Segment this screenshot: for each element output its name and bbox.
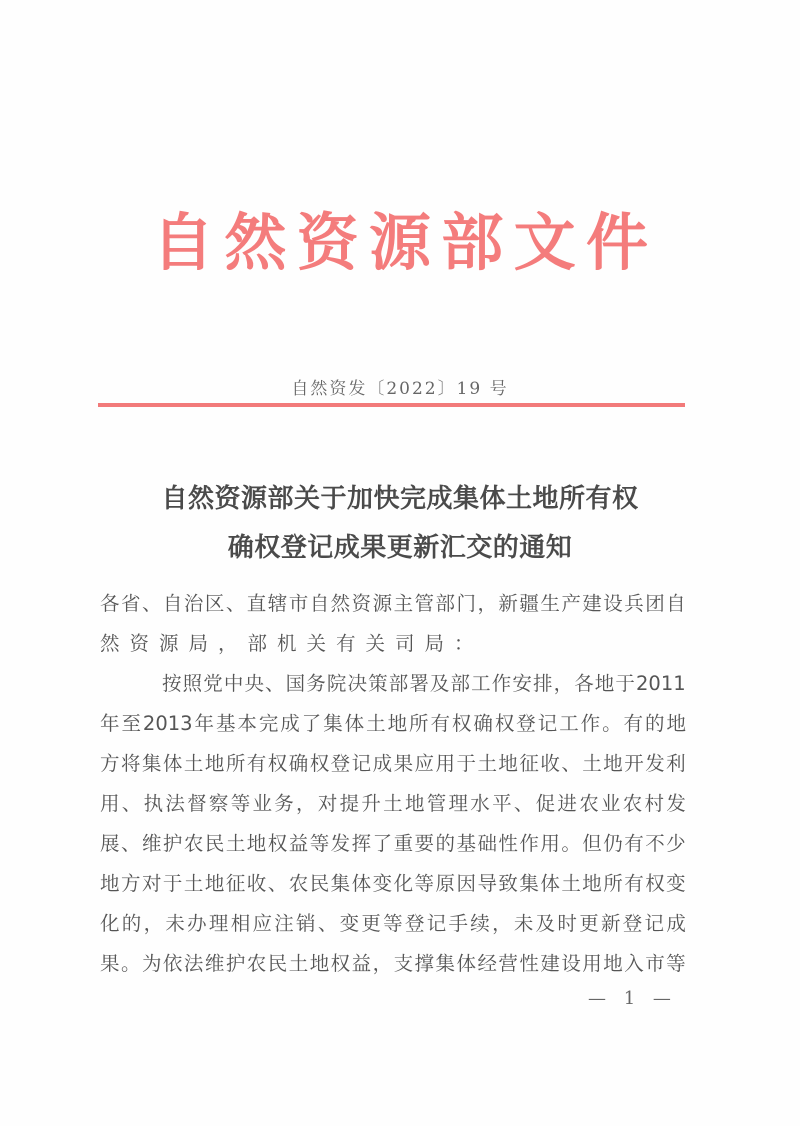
body-glyph: 团 xyxy=(645,592,665,615)
body-glyph: 管 xyxy=(414,592,435,615)
body-glyph: 提 xyxy=(339,792,360,815)
body-glyph: 决 xyxy=(347,672,367,695)
body-glyph: 农 xyxy=(288,872,309,895)
body-glyph: 权 xyxy=(494,712,515,735)
body-glyph: 护 xyxy=(225,952,246,975)
body-glyph: 确 xyxy=(288,752,309,775)
body-line xyxy=(100,590,686,630)
body-glyph: 少 xyxy=(666,832,686,855)
body-glyph: 有 xyxy=(624,832,644,855)
body-glyph: 设 xyxy=(561,952,581,975)
body-line xyxy=(100,670,686,710)
body-glyph: 应 xyxy=(252,912,272,935)
body-glyph: 门 xyxy=(456,592,476,615)
body-glyph: 益 xyxy=(288,832,309,855)
body-glyph: 所 xyxy=(409,712,429,735)
body-glyph: 确 xyxy=(473,712,493,735)
body-glyph: 续 xyxy=(470,912,490,935)
body-glyph: 仍 xyxy=(603,832,623,855)
body-line: 然资源局，部机关有关司局： xyxy=(100,632,484,655)
document-title-line-1: 自然资源部关于加快完成集体土地所有权 xyxy=(161,484,639,514)
body-glyph: 果 xyxy=(393,752,414,775)
body-line xyxy=(100,830,686,870)
body-glyph: 地 xyxy=(603,752,623,775)
body-glyph: 更 xyxy=(579,912,599,935)
body-glyph: 村 xyxy=(644,792,665,815)
body-glyph: 更 xyxy=(361,912,381,935)
body-glyph: 体 xyxy=(344,712,365,735)
body-glyph: 登 xyxy=(516,712,536,735)
body-glyph: 营 xyxy=(498,952,518,975)
body-glyph: 。 xyxy=(602,712,622,735)
body-glyph: 集 xyxy=(323,712,343,735)
body-glyph: 法 xyxy=(183,952,204,975)
body-glyph: 辖 xyxy=(267,592,288,615)
body-glyph: 主 xyxy=(393,592,414,615)
body-glyph: 重 xyxy=(393,832,414,855)
body-line xyxy=(100,910,686,950)
body-glyph: 工 xyxy=(471,672,491,695)
body-glyph: 及 xyxy=(429,672,450,695)
body-glyph: 致 xyxy=(498,872,518,895)
body-glyph: 权 xyxy=(267,832,288,855)
body-glyph: 挥 xyxy=(351,832,372,855)
body-glyph: 地 xyxy=(666,712,686,735)
body-line xyxy=(100,950,686,990)
body-glyph: 了 xyxy=(301,712,322,735)
body-glyph: 权 xyxy=(451,712,472,735)
document-number: 自然资发〔2022〕19 号 xyxy=(291,379,509,399)
body-glyph: 征 xyxy=(519,752,539,775)
body-glyph: 等 xyxy=(666,952,686,975)
body-line xyxy=(100,710,686,750)
body-glyph: 土 xyxy=(582,752,602,775)
body-glyph: 有 xyxy=(623,712,644,735)
body-glyph: 地 xyxy=(404,792,425,815)
body-glyph: 为 xyxy=(141,952,162,975)
body-glyph: 党 xyxy=(203,672,223,695)
body-glyph: 央 xyxy=(244,672,264,695)
body-glyph: 水 xyxy=(470,792,490,815)
body-glyph: 平 xyxy=(492,792,512,815)
body-glyph: 集 xyxy=(435,952,456,975)
body-glyph: 生 xyxy=(540,592,560,615)
body-glyph: 注 xyxy=(274,912,294,935)
body-glyph: 开 xyxy=(624,752,644,775)
body-glyph: 院 xyxy=(326,672,347,695)
body-glyph: 土 xyxy=(366,712,386,735)
body-glyph: 2013 xyxy=(142,712,193,735)
body-glyph: 于 xyxy=(615,672,635,695)
body-glyph: 地 xyxy=(603,952,623,975)
body-glyph: 有 xyxy=(624,872,644,895)
body-glyph: 将 xyxy=(120,752,141,775)
body-glyph: 集 xyxy=(330,872,351,895)
masthead-char: 自 xyxy=(151,205,214,279)
body-glyph: 自 xyxy=(309,592,330,615)
body-glyph: 记 xyxy=(351,752,372,775)
masthead-title xyxy=(150,205,650,280)
body-glyph: 的 xyxy=(121,912,142,935)
body-glyph: 中 xyxy=(223,672,244,695)
body-glyph: 手 xyxy=(448,912,469,935)
body-glyph: 兵 xyxy=(624,592,644,615)
body-glyph: 等 xyxy=(383,912,403,935)
body-glyph: 体 xyxy=(162,752,183,775)
body-glyph: 要 xyxy=(414,832,435,855)
body-glyph: 农 xyxy=(246,952,267,975)
body-glyph: 设 xyxy=(603,592,623,615)
body-glyph: 部 xyxy=(450,672,471,695)
body-glyph: 、 xyxy=(141,592,162,615)
body-glyph: 体 xyxy=(540,872,560,895)
body-glyph: 2011 xyxy=(636,672,686,695)
body-line xyxy=(100,750,686,790)
body-glyph: 原 xyxy=(435,872,456,895)
body-glyph: 权 xyxy=(309,752,330,775)
body-glyph: 记 xyxy=(426,912,447,935)
body-glyph: 各 xyxy=(574,672,594,695)
body-glyph: 体 xyxy=(456,952,476,975)
body-glyph: 基 xyxy=(215,712,236,735)
body-glyph: 、 xyxy=(121,792,142,815)
body-glyph: 维 xyxy=(204,952,225,975)
body-glyph: 的 xyxy=(645,712,665,735)
body-glyph: 撑 xyxy=(414,952,435,975)
body-glyph: 法 xyxy=(165,792,185,815)
body-glyph: 变 xyxy=(339,912,360,935)
body-line xyxy=(100,870,686,910)
body-glyph: ， xyxy=(477,592,497,615)
body-glyph: 变 xyxy=(372,872,393,895)
body-glyph: 国 xyxy=(285,672,306,695)
body-glyph: 执 xyxy=(143,792,164,815)
body-glyph: 建 xyxy=(540,952,560,975)
body-glyph: 维 xyxy=(141,832,162,855)
body-glyph: 了 xyxy=(372,832,393,855)
body-glyph: 利 xyxy=(666,752,686,775)
body-glyph: 促 xyxy=(535,792,556,815)
body-glyph: 地 xyxy=(100,872,120,895)
body-glyph: 础 xyxy=(477,832,497,855)
body-glyph: 发 xyxy=(330,832,351,855)
body-glyph: 、 xyxy=(317,912,338,935)
body-glyph: 用 xyxy=(100,792,120,815)
body-glyph: 部 xyxy=(435,592,456,615)
body-glyph: 至 xyxy=(121,712,141,735)
body-glyph: ， xyxy=(372,952,393,975)
body-glyph: 于 xyxy=(456,752,476,775)
body-glyph: 未 xyxy=(165,912,185,935)
body-glyph: 因 xyxy=(456,872,476,895)
body-glyph: 等 xyxy=(230,792,251,815)
body-glyph: 务 xyxy=(306,672,326,695)
masthead-char: 件 xyxy=(585,205,648,279)
body-glyph: 完 xyxy=(258,712,279,735)
body-line xyxy=(100,790,686,830)
body-glyph: 收 xyxy=(540,752,560,775)
body-glyph: 对 xyxy=(317,792,338,815)
body-glyph: 支 xyxy=(393,952,414,975)
body-glyph: 果 xyxy=(100,952,120,975)
body-glyph: 新 xyxy=(498,592,518,615)
body-glyph: 土 xyxy=(288,952,309,975)
body-glyph: 作 xyxy=(519,832,539,855)
body-glyph: 省 xyxy=(120,592,141,615)
body-glyph: 业 xyxy=(600,792,621,815)
body-glyph: 等 xyxy=(414,872,435,895)
body-glyph: 作 xyxy=(580,712,601,735)
body-glyph: 体 xyxy=(351,872,372,895)
body-glyph: 基 xyxy=(456,832,476,855)
body-glyph: 本 xyxy=(237,712,257,735)
body-glyph: 务 xyxy=(274,792,294,815)
body-glyph: 督 xyxy=(187,792,207,815)
body-glyph: 的 xyxy=(435,832,456,855)
body-glyph: 源 xyxy=(372,592,393,615)
body-glyph: 地 xyxy=(582,872,602,895)
body-glyph: 农 xyxy=(579,792,599,815)
body-glyph: 、 xyxy=(120,832,141,855)
page-number: — 1 — xyxy=(588,988,677,1009)
body-glyph: 方 xyxy=(100,752,120,775)
body-glyph: 发 xyxy=(645,752,665,775)
body-glyph: 及 xyxy=(535,912,556,935)
body-glyph: 年 xyxy=(194,712,214,735)
body-glyph: 地 xyxy=(498,752,518,775)
body-glyph: 地 xyxy=(594,672,615,695)
body-glyph: ， xyxy=(296,792,316,815)
body-glyph: 然 xyxy=(330,592,351,615)
body-glyph: 进 xyxy=(557,792,577,815)
body-glyph: 作 xyxy=(491,672,512,695)
body-glyph: 察 xyxy=(208,792,229,815)
body-glyph: 用 xyxy=(435,752,456,775)
body-glyph: 变 xyxy=(666,872,686,895)
body-glyph: 署 xyxy=(409,672,429,695)
body-glyph: 成 xyxy=(666,912,686,935)
body-glyph: 方 xyxy=(120,872,141,895)
body-glyph: 不 xyxy=(645,832,665,855)
body-glyph: 权 xyxy=(267,752,288,775)
masthead-char: 资 xyxy=(296,205,359,279)
body-glyph: 对 xyxy=(141,872,162,895)
body-glyph: 建 xyxy=(582,592,602,615)
body-glyph: 管 xyxy=(426,792,447,815)
body-glyph: 地 xyxy=(204,872,225,895)
body-glyph: 权 xyxy=(645,872,665,895)
body-glyph: 土 xyxy=(183,872,204,895)
body-glyph: 土 xyxy=(477,752,497,775)
body-glyph: 工 xyxy=(559,712,579,735)
body-glyph: 销 xyxy=(296,912,316,935)
body-glyph: 性 xyxy=(498,832,518,855)
body-glyph: 等 xyxy=(309,832,330,855)
body-glyph: 策 xyxy=(368,672,388,695)
body-glyph: 治 xyxy=(183,592,204,615)
body-glyph: 、 xyxy=(265,672,285,695)
body-glyph: 土 xyxy=(183,752,204,775)
body-glyph: 排 xyxy=(532,672,553,695)
body-glyph: 、 xyxy=(225,592,246,615)
body-glyph: 展 xyxy=(100,832,120,855)
body-glyph: 登 xyxy=(330,752,351,775)
body-glyph: 集 xyxy=(519,872,539,895)
body-glyph: 疆 xyxy=(519,592,539,615)
body-glyph: 地 xyxy=(309,952,330,975)
body-glyph: 自 xyxy=(666,592,686,615)
body-glyph: 土 xyxy=(225,832,246,855)
body-glyph: 产 xyxy=(561,592,581,615)
body-glyph: 民 xyxy=(309,872,330,895)
masthead-char: 然 xyxy=(224,205,287,279)
body-glyph: 、 xyxy=(513,792,534,815)
body-glyph: 所 xyxy=(225,752,246,775)
body-glyph: 入 xyxy=(624,952,644,975)
body-glyph: 用 xyxy=(540,832,560,855)
masthead-char: 文 xyxy=(513,205,576,279)
body-glyph: 集 xyxy=(141,752,162,775)
body-glyph: 记 xyxy=(537,712,558,735)
body-glyph: 地 xyxy=(246,832,267,855)
body-glyph: ， xyxy=(553,672,574,695)
body-glyph: 性 xyxy=(519,952,539,975)
body-glyph: 理 xyxy=(448,792,469,815)
body-glyph: 经 xyxy=(477,952,497,975)
body-glyph: 发 xyxy=(666,792,686,815)
body-glyph: 按 xyxy=(162,672,182,695)
body-glyph: 化 xyxy=(100,912,120,935)
body-glyph: 。 xyxy=(120,952,141,975)
body-glyph: 地 xyxy=(204,752,225,775)
body-glyph: 但 xyxy=(582,832,602,855)
body-glyph: 相 xyxy=(230,912,251,935)
body-glyph: 有 xyxy=(430,712,450,735)
body-glyph: 资 xyxy=(351,592,372,615)
body-glyph: 成 xyxy=(280,712,300,735)
body-glyph: 登 xyxy=(622,912,643,935)
body-glyph: 、 xyxy=(561,752,581,775)
body-glyph: 民 xyxy=(267,952,288,975)
body-glyph: 业 xyxy=(252,792,272,815)
body-glyph: 征 xyxy=(225,872,246,895)
body-glyph: 应 xyxy=(414,752,435,775)
body-glyph: 各 xyxy=(100,592,120,615)
body-glyph: 区 xyxy=(204,592,225,615)
body-glyph: 市 xyxy=(288,592,309,615)
body-glyph: 化 xyxy=(393,872,414,895)
body-glyph: 登 xyxy=(404,912,425,935)
masthead-char: 部 xyxy=(441,205,504,279)
body-glyph: 护 xyxy=(162,832,183,855)
body-glyph: 民 xyxy=(204,832,225,855)
body-glyph: 导 xyxy=(477,872,497,895)
body-glyph: 于 xyxy=(162,872,183,895)
masthead-char: 源 xyxy=(368,205,431,279)
body-glyph: 未 xyxy=(513,912,534,935)
body-glyph: ， xyxy=(492,912,512,935)
body-glyph: 办 xyxy=(187,912,207,935)
body-glyph: 依 xyxy=(162,952,183,975)
body-glyph: 升 xyxy=(361,792,381,815)
body-glyph: 所 xyxy=(603,872,623,895)
body-glyph: 市 xyxy=(645,952,665,975)
body-glyph: 照 xyxy=(182,672,203,695)
document-title-line-2: 确权登记成果更新汇交的通知 xyxy=(227,533,573,563)
body-glyph: 、 xyxy=(267,872,288,895)
body-glyph: 部 xyxy=(388,672,409,695)
body-glyph: 益 xyxy=(351,952,372,975)
body-glyph: 农 xyxy=(183,832,204,855)
document-body xyxy=(100,590,686,990)
red-divider-rule xyxy=(98,403,685,407)
body-glyph: 地 xyxy=(387,712,408,735)
body-glyph: 土 xyxy=(383,792,403,815)
body-glyph: 直 xyxy=(246,592,267,615)
body-glyph: 时 xyxy=(557,912,577,935)
body-glyph: 年 xyxy=(100,712,120,735)
body-glyph: 有 xyxy=(246,752,267,775)
body-glyph: 成 xyxy=(372,752,393,775)
body-glyph: ， xyxy=(143,912,164,935)
body-glyph: 。 xyxy=(561,832,581,855)
body-glyph: 理 xyxy=(208,912,229,935)
body-glyph: 农 xyxy=(622,792,643,815)
body-glyph: 权 xyxy=(330,952,351,975)
body-glyph: 记 xyxy=(644,912,665,935)
body-glyph: 土 xyxy=(561,872,581,895)
body-glyph: 新 xyxy=(600,912,621,935)
body-glyph: 用 xyxy=(582,952,602,975)
body-glyph: 自 xyxy=(162,592,183,615)
body-glyph: 收 xyxy=(246,872,267,895)
body-glyph: 安 xyxy=(512,672,532,695)
